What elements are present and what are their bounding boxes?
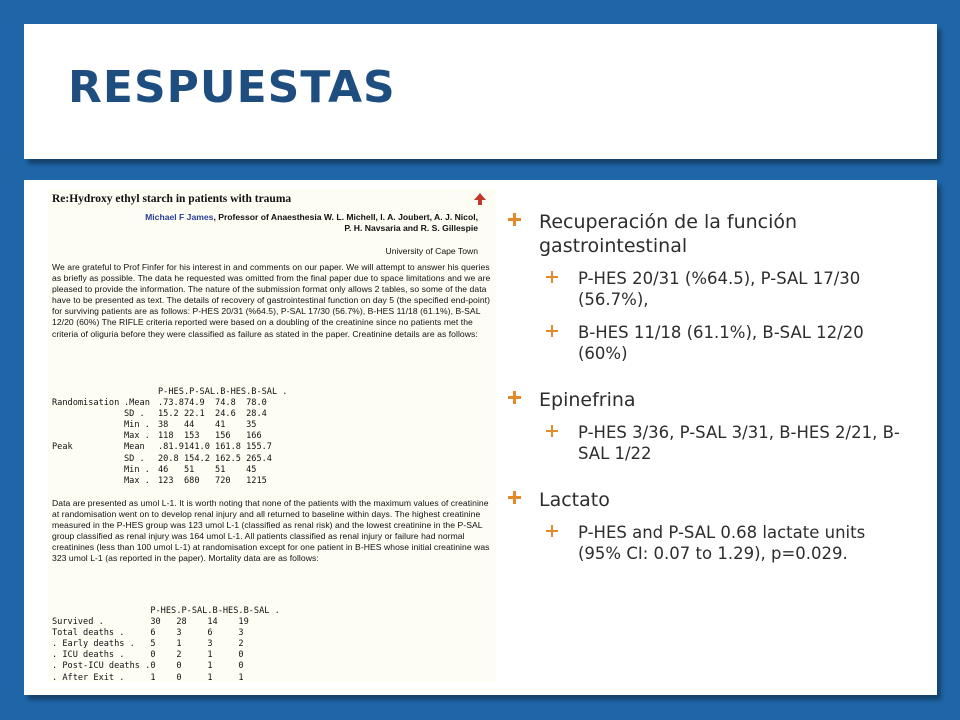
table-cell: 78.0: [246, 398, 267, 409]
table-cell: 118: [158, 431, 174, 442]
article-author-name[interactable]: Michael F James: [145, 212, 214, 222]
plus-icon: [508, 213, 521, 226]
table-cell: 38: [158, 420, 169, 431]
table-cell: Total deaths .: [52, 628, 125, 639]
bullet-gastro: [508, 210, 908, 258]
table-row: [52, 431, 288, 442]
article-authors-line2: P. H. Navsaria and R. S. Gillespie: [344, 223, 478, 233]
table-cell: .B-HES: [215, 387, 247, 397]
table-cell: . After Exit .: [52, 672, 125, 681]
sub-bullet: [508, 522, 908, 564]
table-cell: .73.8: [158, 398, 184, 409]
article-authors: [145, 212, 478, 234]
creatinine-table: [52, 387, 288, 487]
table-cell: [52, 454, 124, 465]
table-cell: 74.9: [184, 398, 205, 409]
table-cell: 24.6: [215, 409, 236, 420]
table-cell: Randomisation: [52, 398, 120, 409]
table-cell: 35: [246, 420, 257, 431]
table-cell: P-HES: [150, 606, 177, 616]
table-cell: 162.5: [215, 453, 241, 464]
table-cell: 123: [158, 475, 174, 486]
table-cell: 154.2: [184, 453, 210, 464]
table-cell: 51: [184, 464, 195, 475]
table-cell: Max .: [124, 475, 150, 486]
article-affiliation: University of Cape Town: [385, 246, 478, 256]
table-cell: Survived .: [52, 617, 104, 628]
table-cell: 141.0: [184, 442, 210, 453]
plus-icon: [508, 391, 521, 404]
plus-icon: [508, 491, 521, 504]
table-cell: 1: [207, 650, 213, 661]
table-cell: .B-SAL .: [246, 387, 288, 397]
table-cell: .B-SAL .: [238, 606, 280, 616]
sub-bullet: [508, 268, 908, 310]
table-cell: 19: [238, 617, 249, 628]
table-cell: 166: [246, 431, 262, 442]
table-cell: 265.4: [246, 453, 272, 464]
table-cell: 0: [150, 661, 156, 672]
table-cell: Mean: [124, 442, 145, 453]
table-cell: .81.9: [158, 442, 184, 453]
table-cell: 28.4: [246, 409, 267, 420]
table-cell: 5: [150, 639, 156, 650]
table-cell: [52, 465, 124, 476]
table-row: [52, 420, 288, 431]
table-cell: 1: [207, 672, 213, 681]
table-cell: Peak: [52, 442, 73, 453]
table-cell: [52, 409, 124, 420]
table-cell: 680: [184, 475, 200, 486]
content-panel: [24, 180, 937, 695]
table-cell: 720: [215, 475, 231, 486]
table-cell: 1: [176, 639, 182, 650]
table-cell: 6: [150, 628, 156, 639]
table-row: [52, 628, 280, 639]
table-row: [52, 387, 288, 398]
table-cell: [52, 420, 124, 431]
article-authors-rest: , Professor of Anaesthesia W. L. Michell, I. A. Joubert, A. J. Nicol,: [213, 212, 478, 222]
table-cell: [52, 476, 124, 487]
table-cell: P-HES: [158, 387, 184, 397]
sub-bullet: [508, 322, 908, 364]
table-cell: 22.1: [184, 409, 205, 420]
table-row: [52, 639, 280, 650]
table-cell: 0: [238, 650, 244, 661]
table-cell: . Post-ICU deaths .: [52, 661, 151, 672]
article-paragraph-1: We are grateful to Prof Finfer for his interest in and comments on our paper. We will attempt to answer his queries as briefly as possible. The data he requested was omitted from the final paper due to space limitations and we are pleased to provide the information. The nature of the submission format only allows 2 tables, so some of the data have to be presented as text. The details of recovery of gastrointestinal function on day 5 (the specified end-point) for surviving patients are as follows: P-HES 20/31 (%64.5), P-SAL 17/30 (56.7%), B-HES 11/18 (61.1%), B-SAL 12/20 (60%) The RIFLE criteria reported were based on a doubling of the creatinine since no patients met the criteria of oliguria before they were classified as failure as stated in the paper. Creatinine details are as follows:: [52, 262, 491, 339]
table-cell: 14: [207, 617, 218, 628]
sub-bullet-text: P-HES 3/36, P-SAL 3/31, B-HES 2/21, B-SAL 1/22: [578, 423, 900, 463]
table-cell: .Mean: [124, 398, 150, 409]
table-cell: SD .: [124, 409, 145, 420]
plus-icon: [546, 271, 558, 283]
mortality-table: [52, 606, 280, 681]
table-row: [52, 606, 280, 617]
table-cell: 0: [238, 661, 244, 672]
table-cell: 44: [184, 420, 195, 431]
article-title: Re:Hydroxy ethyl starch in patients with trauma: [52, 193, 292, 205]
table-cell: 2: [176, 650, 182, 661]
table-cell: Min .: [124, 464, 150, 475]
table-cell: .P-SAL: [176, 606, 208, 616]
table-cell: 2: [238, 639, 244, 650]
table-cell: SD .: [124, 453, 145, 464]
sub-bullet-text: P-HES and P-SAL 0.68 lactate units (95% CI: 0.07 to 1.29), p=0.029.: [578, 523, 866, 563]
bullet-text: Epinefrina: [539, 389, 636, 411]
article-image: [48, 189, 496, 681]
plus-icon: [546, 425, 558, 437]
table-cell: 3: [176, 628, 182, 639]
slide-title: RESPUESTAS: [68, 62, 396, 113]
table-cell: . Early deaths .: [52, 639, 135, 650]
table-cell: 153: [184, 431, 200, 442]
table-cell: 1: [238, 672, 244, 681]
plus-icon: [546, 325, 558, 337]
table-cell: 0: [176, 672, 182, 681]
table-cell: 155.7: [246, 442, 272, 453]
table-row: [52, 454, 288, 465]
table-row: [52, 673, 280, 681]
table-cell: 41: [215, 420, 226, 431]
sub-bullet-text: P-HES 20/31 (%64.5), P-SAL 17/30 (56.7%),: [578, 269, 861, 309]
table-cell: 1: [150, 672, 156, 681]
table-cell: 45: [246, 464, 257, 475]
table-cell: 15.2: [158, 409, 179, 420]
table-cell: 51: [215, 464, 226, 475]
table-cell: 1215: [246, 475, 267, 486]
table-cell: [52, 606, 150, 617]
table-cell: 1: [207, 661, 213, 672]
table-cell: [124, 387, 158, 398]
table-cell: .P-SAL: [184, 387, 216, 397]
table-cell: Max .: [124, 431, 150, 442]
up-arrow-icon[interactable]: [473, 192, 487, 206]
bullet-lactato: [508, 488, 908, 512]
table-cell: 6: [207, 628, 213, 639]
table-cell: Min .: [124, 420, 150, 431]
bullet-list: [508, 210, 908, 564]
table-row: [52, 398, 288, 409]
table-cell: 20.8: [158, 453, 179, 464]
article-paragraph-2: Data are presented as umol L-1. It is worth noting that none of the patients with the maximum values of creatinine at randomisation went on to develop renal injury and all returned to baseline within days. The highest creatinine measured in the P-HES group was 123 umol L-1 (classified as renal risk) and the lowest creatinine in the P-SAL group classified as renal injury was 164 umol L-1. All patients classified as renal injury or failure had normal creatinines (less than 100 umol L-1) at randomisation except for one patient in B-HES whose initial creatinine was 323 umol L-1 (as reported in the paper). Mortality data are as follows:: [52, 498, 490, 564]
sub-bullet-text: B-HES 11/18 (61.1%), B-SAL 12/20 (60%): [578, 323, 864, 363]
table-row: [52, 409, 288, 420]
table-cell: 30: [150, 617, 161, 628]
table-cell: . ICU deaths .: [52, 650, 125, 661]
sub-bullet: [508, 422, 908, 464]
table-cell: .B-HES: [207, 606, 239, 616]
bullet-epinefrina: [508, 388, 908, 412]
table-cell: 0: [150, 650, 156, 661]
table-row: [52, 661, 280, 672]
plus-icon: [546, 525, 558, 537]
table-row: [52, 650, 280, 661]
table-row: [52, 442, 288, 453]
table-cell: 46: [158, 464, 169, 475]
table-cell: 161.8: [215, 442, 241, 453]
table-cell: 3: [238, 628, 244, 639]
table-cell: 156: [215, 431, 231, 442]
table-row: [52, 465, 288, 476]
bullet-text: Lactato: [539, 489, 610, 511]
table-cell: 28: [176, 617, 187, 628]
table-cell: 74.8: [215, 398, 236, 409]
table-cell: [52, 387, 124, 398]
table-cell: [52, 431, 124, 442]
table-row: [52, 617, 280, 628]
table-cell: 3: [207, 639, 213, 650]
table-row: [52, 476, 288, 487]
table-cell: 0: [176, 661, 182, 672]
bullet-text: Recuperación de la función gastrointestinal: [539, 211, 798, 257]
